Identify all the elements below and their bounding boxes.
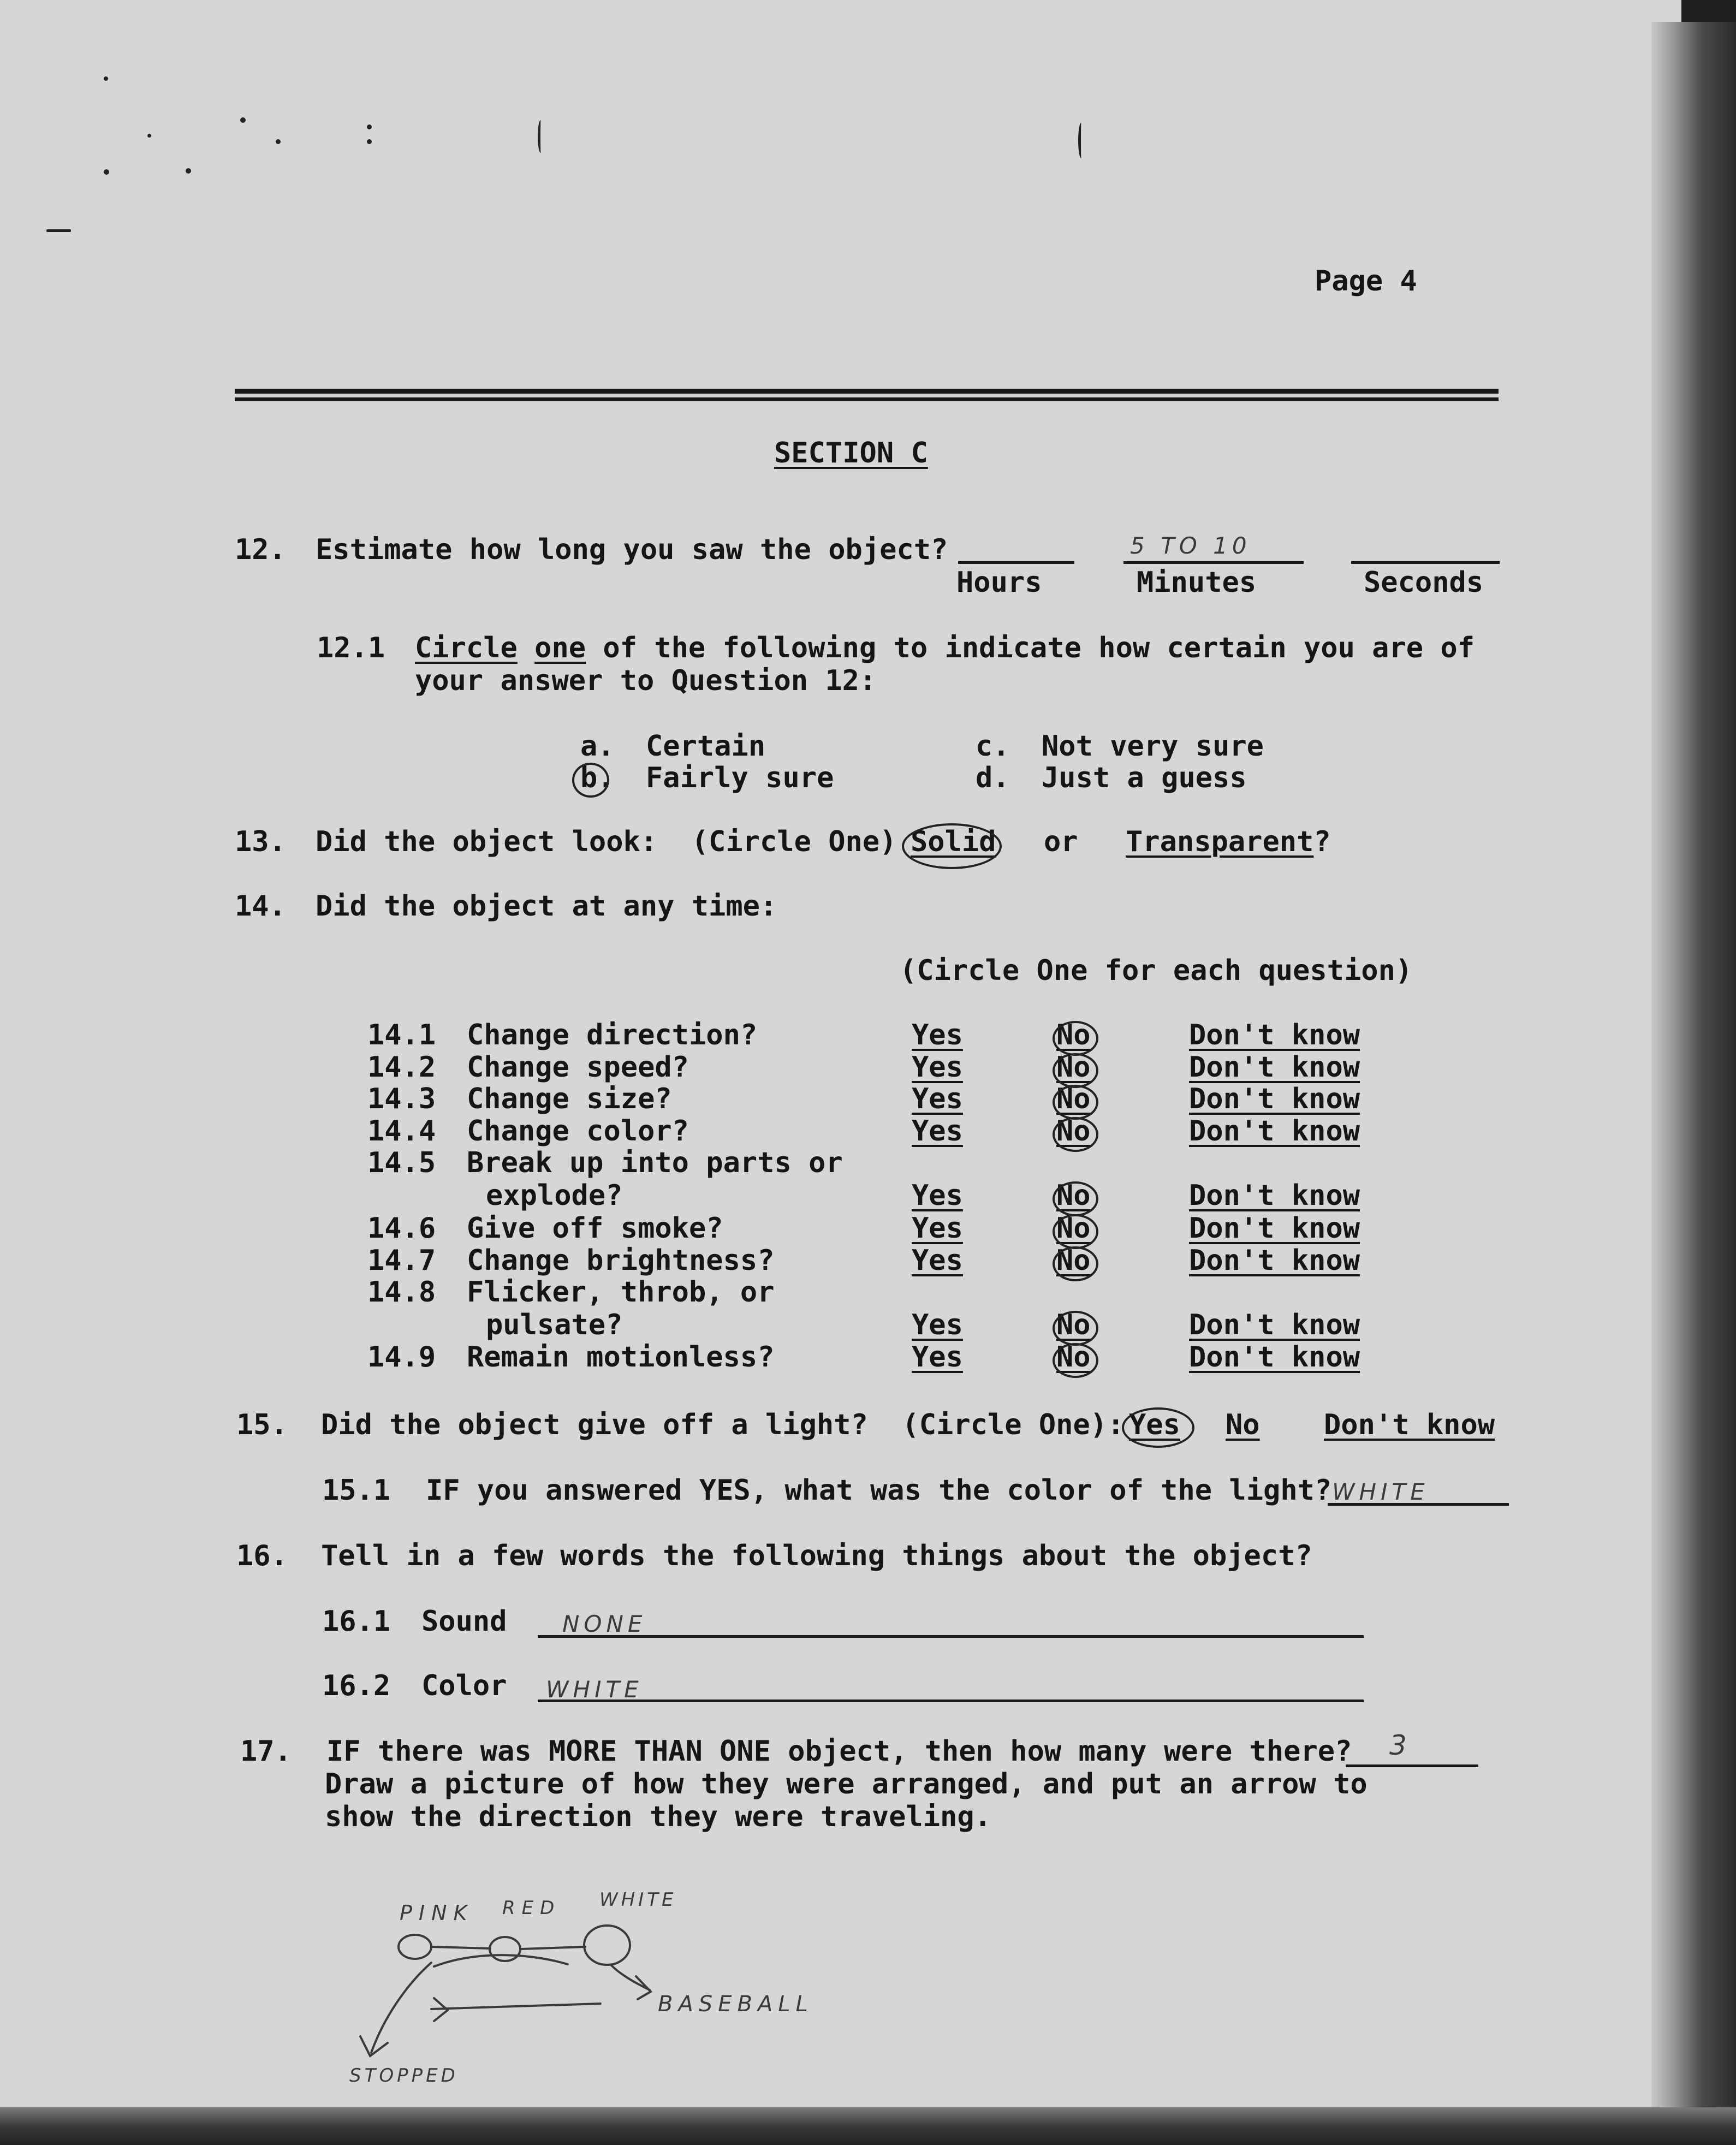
scan-speck [104,169,109,175]
option-dont-know[interactable]: Don't know [1324,1409,1495,1441]
item-number: 14.5 [367,1146,436,1179]
item-text: Remain motionless? [467,1341,775,1374]
question-text: IF you answered YES, what was the color of the light? [426,1474,1332,1507]
question-text: Did the object look: (Circle One) [316,825,897,858]
option-key-b[interactable]: b. [580,762,615,794]
answer-yes[interactable]: Yes [912,1051,963,1084]
item-text: Change speed? [467,1051,689,1084]
item-text: Flicker, throb, or [467,1276,775,1309]
connector [521,1947,585,1949]
question-number: 15.1 [322,1474,391,1507]
answer-no[interactable]: No [1056,1244,1091,1277]
answer-yes[interactable]: Yes [912,1019,963,1051]
question-text-line3: show the direction they were traveling. [325,1801,991,1833]
answer-yes[interactable]: Yes [912,1115,963,1148]
answer-dont-know[interactable]: Don't know [1189,1083,1360,1115]
object-count-field[interactable] [1346,1764,1478,1767]
section-title: SECTION C [774,437,928,470]
option-solid[interactable]: Solid [911,825,996,858]
question-number: 15. [236,1409,288,1441]
instruction-text: (Circle One for each question) [900,954,1413,987]
color-label: Color [421,1669,507,1702]
object-count-answer: 3 [1389,1730,1411,1761]
answer-dont-know[interactable]: Don't know [1189,1051,1360,1084]
question-number: 12. [235,533,286,566]
scan-speck [276,139,281,144]
option-yes[interactable]: Yes [1129,1409,1180,1441]
question-text: Tell in a few words the following things about the object? [321,1540,1312,1572]
scan-border-right [1651,22,1736,2145]
scan-speck [104,76,108,81]
item-text: Change direction? [467,1019,758,1051]
selected-circle [572,763,609,798]
selected-circle [1053,1343,1098,1378]
connector [432,1947,490,1948]
answer-yes[interactable]: Yes [912,1244,963,1277]
minutes-field[interactable] [1123,561,1304,564]
unit-label-hours: Hours [956,566,1042,599]
sound-field[interactable] [538,1635,1364,1638]
option-label-b: Fairly sure [646,762,834,794]
object-pink-shape [399,1935,431,1959]
scan-speck [367,124,372,129]
sketch-label-baseball: BASEBALL [658,1992,813,2017]
trajectory-left [371,1963,431,2053]
selected-circle [1053,1246,1098,1281]
item-number: 14.9 [367,1341,436,1374]
answer-yes[interactable]: Yes [912,1083,963,1115]
selected-circle [1122,1407,1194,1448]
item-text-line2: pulsate? [486,1309,623,1341]
question-mark: ? [1313,825,1331,858]
answer-no[interactable]: No [1056,1212,1091,1245]
answer-dont-know[interactable]: Don't know [1189,1115,1360,1148]
item-number: 14.7 [367,1244,436,1277]
trajectory-curve [611,1965,650,1990]
answer-dont-know[interactable]: Don't know [1189,1341,1360,1374]
sketch-label-stopped: STOPPED [349,2065,459,2087]
sketch-label-white: WHITE [599,1889,677,1911]
option-transparent-label: Transparent [1126,825,1314,858]
answer-no[interactable]: No [1056,1083,1091,1115]
answer-yes[interactable]: Yes [912,1341,963,1374]
answer-no[interactable]: No [1056,1309,1091,1341]
unit-label-minutes: Minutes [1137,566,1257,599]
selected-circle [1053,1181,1098,1216]
light-color-answer: WHITE [1332,1478,1429,1505]
item-number: 14.4 [367,1115,436,1148]
question-text: Did the object give off a light? (Circle One): [321,1409,1125,1441]
option-key-d[interactable]: d. [976,762,1010,794]
scan-border-bottom [0,2107,1736,2145]
color-field[interactable] [538,1700,1364,1702]
option-no[interactable]: No [1226,1409,1260,1441]
double-rule-bottom [235,397,1499,401]
answer-yes[interactable]: Yes [912,1212,963,1245]
item-number: 14.6 [367,1212,436,1245]
answer-no[interactable]: No [1056,1115,1091,1148]
option-key-a[interactable]: a. [580,730,615,763]
question-text [415,632,1475,664]
page-label: Page 4 [1315,265,1417,298]
selected-circle [1053,1117,1098,1152]
question-number: 16.1 [322,1605,391,1638]
question-number: 12.1 [317,632,385,664]
punch-mark [1078,123,1084,158]
question-text: Estimate how long you saw the object? [316,533,948,566]
punch-mark [538,120,544,153]
item-number: 14.8 [367,1276,436,1309]
sketch-label-pink: PINK [400,1901,474,1925]
question-number: 14. [235,890,286,923]
item-text: Give off smoke? [467,1212,723,1245]
option-label-c: Not very sure [1042,730,1264,763]
item-number: 14.3 [367,1083,436,1115]
item-text: Change size? [467,1083,672,1115]
scan-speck [46,229,71,232]
sound-label: Sound [421,1605,507,1638]
answer-no[interactable]: No [1056,1179,1091,1212]
item-text: Change color? [467,1115,689,1148]
scan-speck [367,139,372,144]
question-text: IF there was MORE THAN ONE object, then how many were there? [326,1735,1352,1768]
question-text-line2: your answer to Question 12: [415,664,877,697]
minutes-answer: 5 TO 10 [1130,532,1251,559]
object-white-shape [584,1926,630,1965]
scan-speck [186,168,191,174]
scan-speck [240,117,246,123]
item-number: 14.1 [367,1019,436,1051]
or-text: or [1044,825,1078,858]
answer-dont-know[interactable]: Don't know [1189,1212,1360,1245]
selected-circle [902,823,1002,869]
sketch-area [338,1873,884,2102]
sketch-label-red: RED [502,1897,561,1919]
scan-speck [147,134,151,138]
item-text-line2: explode? [486,1179,623,1212]
color-answer: WHITE [546,1676,643,1703]
question-number: 13. [235,825,286,858]
item-number: 14.2 [367,1051,436,1084]
double-rule-top [235,389,1499,394]
question-number: 16.2 [322,1669,391,1702]
option-key-c[interactable]: c. [976,730,1010,763]
baseball-arrow-shaft [431,2004,601,2009]
answer-yes[interactable]: Yes [912,1179,963,1212]
answer-no[interactable]: No [1056,1019,1091,1051]
answer-dont-know[interactable]: Don't know [1189,1244,1360,1277]
answer-dont-know[interactable]: Don't know [1189,1179,1360,1212]
unit-label-seconds: Seconds [1364,566,1484,599]
question-text: Did the object at any time: [316,890,777,923]
option-label-d: Just a guess [1042,762,1247,794]
answer-dont-know[interactable]: Don't know [1189,1309,1360,1341]
question-text-line2: Draw a picture of how they were arranged, and put an arrow to [325,1768,1368,1801]
answer-dont-know[interactable]: Don't know [1189,1019,1360,1051]
sound-answer: NONE [562,1611,647,1637]
item-text: Change brightness? [467,1244,775,1277]
emphasis-one: one [534,632,586,664]
item-text: Break up into parts or [467,1146,843,1179]
answer-no[interactable]: No [1056,1341,1091,1374]
answer-yes[interactable]: Yes [912,1309,963,1341]
option-transparent[interactable] [1126,825,1331,858]
object-red-shape [490,1937,520,1961]
option-label-a: Certain [646,730,766,763]
answer-no[interactable]: No [1056,1051,1091,1084]
emphasis-circle: Circle [415,632,518,664]
seconds-field[interactable] [1351,561,1500,564]
question-number: 16. [236,1540,288,1572]
hours-field[interactable] [958,561,1074,564]
question-text-rest: of the following to indicate how certain you are of [586,632,1475,664]
question-number: 17. [240,1735,292,1768]
